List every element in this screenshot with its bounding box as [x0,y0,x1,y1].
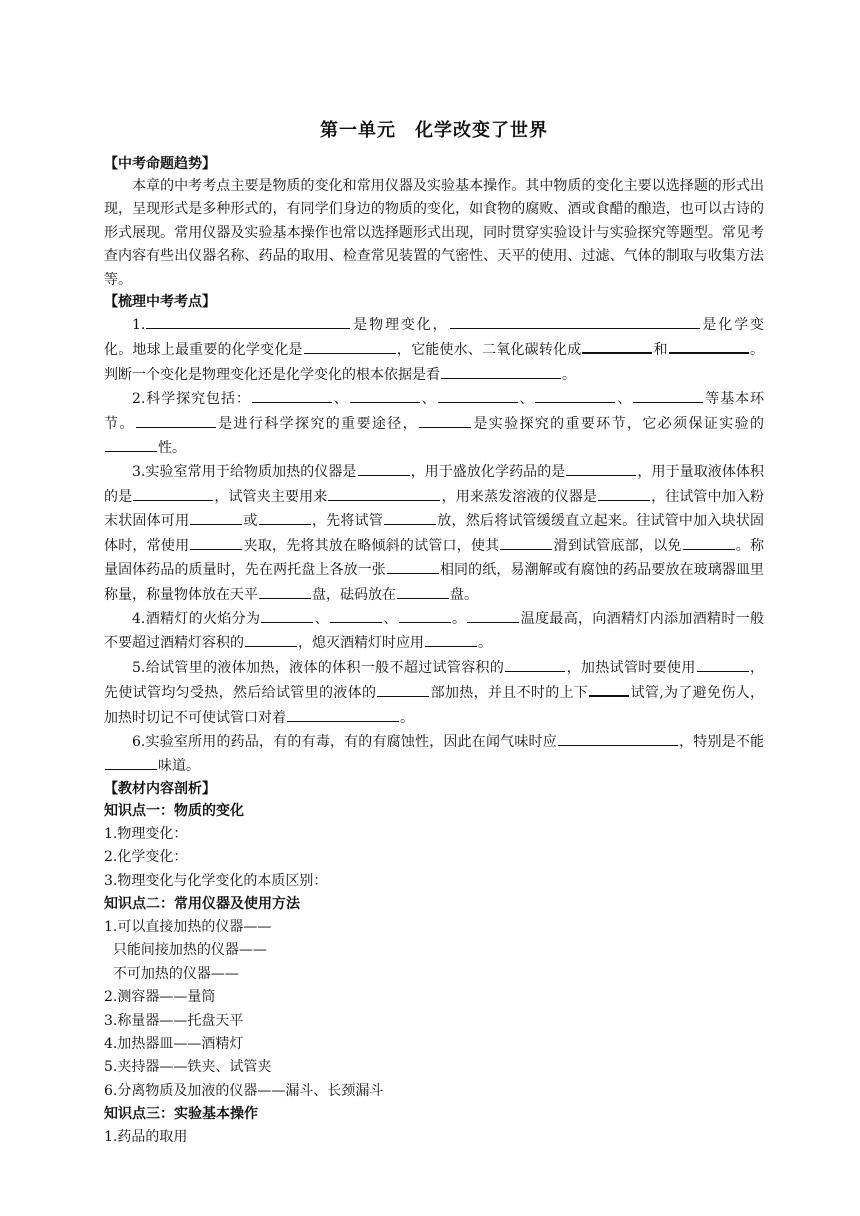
list-item: 不可加热的仪器—— [104,965,239,982]
knowledge-point-2: 知识点二：常用仪器及使用方法 [104,895,300,912]
blank [245,631,297,647]
blank [535,387,615,403]
blank [450,313,700,329]
blank [399,607,451,623]
knowledge-point-1: 知识点一：物质的变化 [104,802,244,819]
blank [190,509,242,525]
blank [397,583,449,599]
blank [697,656,749,672]
question-5: 5.给试管里的液体加热，液体的体积一般不超过试管容积的 ，加热试管时要使用 ，先使试管均匀受热，然后给试管里的液体的 部加热，并且不时的上下 试管,为了避免伤人，加热时切记不可使试管口对着 。 [104,656,764,730]
blank [350,387,420,403]
section-heading-analysis: 【教材内容剖析】 [104,780,216,797]
list-item: 只能间接加热的仪器—— [104,942,267,959]
blank [105,754,157,770]
blank [133,485,213,501]
blank [683,534,735,550]
blank [425,631,477,647]
question-6: 6.实验室所用的药品，有的有毒，有的有腐蚀性，因此在闻气味时应 ，特别是不能味道。 [104,730,764,779]
section-heading-trend: 【中考命题趋势】 [104,156,216,172]
blank [328,485,440,501]
list-item: 5.夹持器——铁夹、试管夹 [104,1059,272,1076]
blank [633,387,703,403]
list-item: 3.物理变化与化学变化的本质区别： [104,872,328,889]
trend-paragraph: 本章的中考考点主要是物质的变化和常用仪器及实验基本操作。其中物质的变化主要以选择题的形式出现，呈现形式是多种形式的，有同学们身边的物质的变化，如食物的腐败、酒或食醋的酿造，也可以古诗的形式展现。常用仪器及实验基本操作也常以选择题形式出现，同时贯穿实验设计与实验探究等题型。常见考查内容有些出仪器名称、药品的取用、检查常见装置的气密性、天平的使用、过滤、气体的制取与收集方法等。 [104,178,764,288]
blank [287,706,399,722]
blank [387,558,439,574]
blank [467,607,519,623]
page-title: 第一单元 化学改变了世界 [320,120,548,141]
blank [252,387,332,403]
blank [438,387,518,403]
blank [358,460,410,476]
blank [669,337,749,354]
list-item: 1.药品的取用 [104,1129,188,1146]
list-item: 2.测容器——量筒 [104,989,216,1006]
blank [190,534,242,550]
blank [259,583,311,599]
list-item: 3.称量器——托盘天平 [104,1012,244,1029]
blank [589,680,629,697]
section-heading-points: 【梳理中考考点】 [104,294,216,311]
blank [598,485,650,501]
document-page [104,112,764,1150]
blank [377,681,429,697]
blank [259,509,311,525]
question-4: 4.酒精灯的火焰分为 、 、 。 温度最高，向酒精灯内添加酒精时一般不要超过酒精灯容积的 ，熄灭酒精灯时应用 。 [104,607,764,656]
blank [330,607,382,623]
list-item: 1.物理变化： [104,825,188,842]
knowledge-point-3: 知识点三：实验基本操作 [104,1106,258,1123]
blank [441,363,561,379]
list-item: 2.化学变化： [104,849,188,866]
blank [566,460,636,476]
blank [261,607,313,623]
question-2: 2.科学探究包括： 、 、 、 、 等基本环节。 是进行科学探究的重要途径， 是实验探究的重要环节，它必须保证实验的性。 [104,387,764,460]
blank [558,730,678,746]
blank [304,338,396,354]
list-item: 4.加热器皿——酒精灯 [104,1036,244,1052]
blank [505,656,565,672]
list-item: 1.可以直接加热的仪器—— [104,918,272,935]
blank [582,337,652,354]
question-3: 3.实验室常用于给物质加热的仪器是 ，用于盛放化学药品的是 ，用于量取液体体积的是 ，试管夹主要用来 ，用来蒸发溶液的仪器是 ，往试管中加入粉末状固体可用 或 ，先将试管 放，然后将试管缓缓直立起来。往试管中加入块状固体时，常使用 夹取，先将其放在略倾斜的试管口，使其 滑到试管底部，以免 。称量固体药品的质量时，先在两托盘上各放一张 相同的纸，易潮解或有腐蚀的药品要放在玻璃器皿里称量，称量物体放在天平 盘，砝码放在 盘。 [104,460,764,606]
blank [136,412,216,428]
blank [500,534,552,550]
blank [384,509,436,525]
blank [146,313,350,329]
blank [419,412,471,428]
list-item: 6.分离物质及加液的仪器——漏斗、长颈漏斗 [104,1082,384,1099]
blank [105,436,157,452]
question-1: 1. 是物理变化， 是化学变化。地球上最重要的化学变化是 ，它能使水、二氧化碳转化成 和 。判断一个变化是物理变化还是化学变化的根本依据是看 。 [104,313,764,387]
